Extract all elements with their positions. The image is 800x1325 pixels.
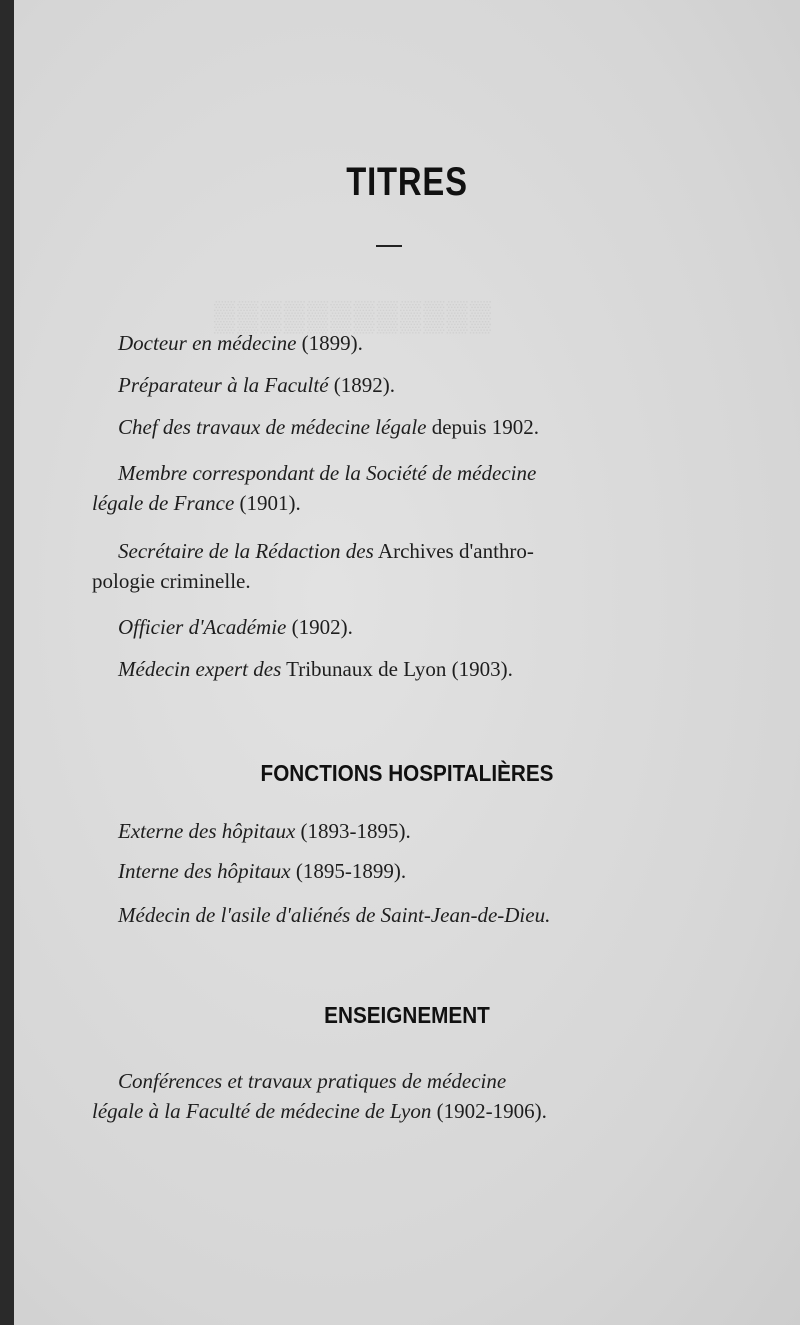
titre-line-3: Chef des travaux de médecine légale depuis 1902. [118,415,540,439]
fonction-line-2: Interne des hôpitaux (1895-1899). [118,859,407,883]
enseignement-heading: ENSEIGNEMENT [324,1002,490,1028]
fonction-line-1: Externe des hôpitaux (1893-1895). [118,819,411,843]
titre-line-7: pologie criminelle. [92,569,251,593]
titre-line-6: Secrétaire de la Rédaction des Archives d'anthro- [118,539,534,563]
titre-line-9: Médecin expert des Tribunaux de Lyon (1903). [118,657,513,681]
titre-line-1: Docteur en médecine (1899). [118,331,363,355]
fonctions-heading: FONCTIONS HOSPITALIÈRES [260,760,554,786]
titres-heading: TITRES [346,160,468,204]
titre-line-4: Membre correspondant de la Société de médecine [118,461,537,485]
enseignement-line-1: Conférences et travaux pratiques de médecine [118,1069,507,1093]
titre-line-2: Préparateur à la Faculté (1892). [118,373,396,397]
bleed-through-decoration: ▒▒▒▒▒▒▒▒▒▒▒▒ [214,300,494,333]
titre-line-5: légale de France (1901). [92,491,301,515]
fonction-line-3: Médecin de l'asile d'aliénés de Saint-Jean-de-Dieu. [118,903,551,927]
titre-line-8: Officier d'Académie (1902). [118,615,353,639]
enseignement-line-2: légale à la Faculté de médecine de Lyon (1902-1906). [92,1099,547,1123]
document-page [14,0,800,1325]
heading-rule [376,245,402,247]
